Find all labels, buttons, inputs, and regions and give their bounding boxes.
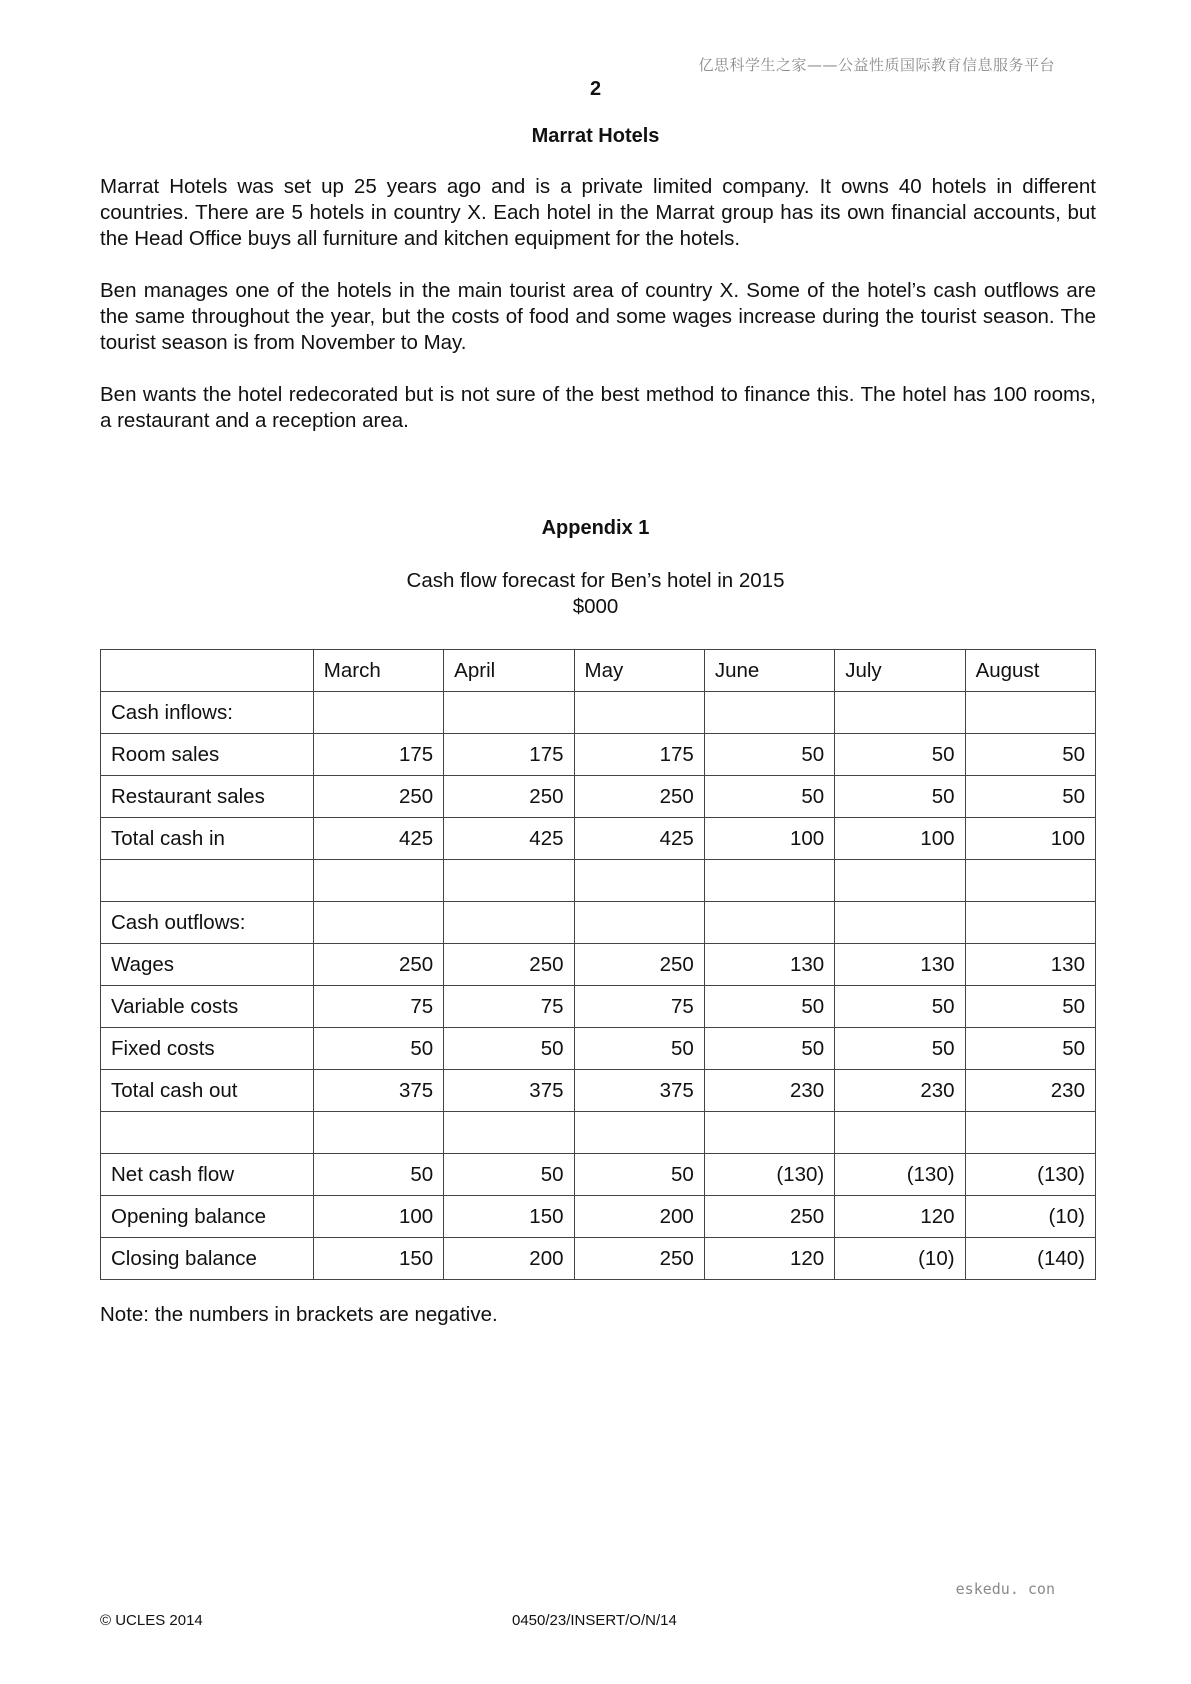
table-caption <box>0 568 1191 620</box>
appendix-title: Appendix 1 <box>541 517 650 539</box>
row-label: Fixed costs <box>101 1028 314 1070</box>
value-cell: 250 <box>574 1238 704 1280</box>
value-cell: 50 <box>704 776 834 818</box>
value-cell: 50 <box>835 1028 965 1070</box>
row-label: Restaurant sales <box>101 776 314 818</box>
value-cell: (130) <box>704 1154 834 1196</box>
table-note: Note: the numbers in brackets are negative. <box>100 1303 498 1326</box>
value-cell: 230 <box>965 1070 1095 1112</box>
value-cell: 75 <box>313 986 443 1028</box>
value-cell: 425 <box>313 818 443 860</box>
table-row <box>101 692 1096 734</box>
table-row <box>101 902 1096 944</box>
value-cell: 425 <box>574 818 704 860</box>
cash-flow-table <box>100 649 1096 1280</box>
footer-code: 0450/23/INSERT/O/N/14 <box>512 1612 677 1629</box>
caption-unit: $000 <box>572 595 619 618</box>
value-cell <box>835 860 965 902</box>
value-cell: 50 <box>835 776 965 818</box>
value-cell <box>313 860 443 902</box>
row-label: Variable costs <box>101 986 314 1028</box>
value-cell: 250 <box>444 944 574 986</box>
value-cell <box>965 692 1095 734</box>
table-row <box>101 1238 1096 1280</box>
value-cell <box>444 1112 574 1154</box>
row-label <box>101 1112 314 1154</box>
value-cell <box>574 860 704 902</box>
row-label: Room sales <box>101 734 314 776</box>
paragraph: Ben wants the hotel redecorated but is not sure of the best method to finance this. The hotel has 100 rooms, a restaurant and a reception area. <box>100 383 1096 432</box>
row-label: Net cash flow <box>101 1154 314 1196</box>
header-cell-month: May <box>574 650 704 692</box>
value-cell: 100 <box>965 818 1095 860</box>
row-label: Total cash out <box>101 1070 314 1112</box>
value-cell: 130 <box>965 944 1095 986</box>
value-cell: 50 <box>835 734 965 776</box>
value-cell: 375 <box>444 1070 574 1112</box>
value-cell: 120 <box>704 1238 834 1280</box>
page-title: Marrat Hotels <box>531 125 660 147</box>
row-label: Opening balance <box>101 1196 314 1238</box>
value-cell: 200 <box>444 1238 574 1280</box>
value-cell: 50 <box>313 1154 443 1196</box>
value-cell: 425 <box>444 818 574 860</box>
row-label: Cash inflows: <box>101 692 314 734</box>
value-cell <box>444 902 574 944</box>
value-cell: 250 <box>313 776 443 818</box>
case-study-text <box>100 174 1096 460</box>
value-cell <box>704 902 834 944</box>
value-cell: 50 <box>574 1154 704 1196</box>
row-label: Total cash in <box>101 818 314 860</box>
table-row <box>101 1196 1096 1238</box>
value-cell <box>313 1112 443 1154</box>
value-cell <box>965 860 1095 902</box>
table-row <box>101 818 1096 860</box>
value-cell <box>444 860 574 902</box>
table-row <box>101 1112 1096 1154</box>
value-cell: 250 <box>444 776 574 818</box>
value-cell: 175 <box>574 734 704 776</box>
value-cell <box>965 902 1095 944</box>
value-cell <box>704 860 834 902</box>
header-cell-blank <box>101 650 314 692</box>
table-row <box>101 986 1096 1028</box>
value-cell <box>965 1112 1095 1154</box>
paragraph: Marrat Hotels was set up 25 years ago and is a private limited company. It owns 40 hotels in different countries. There are 5 hotels in country X. Each hotel in the Marrat group has its own financial accounts, but the Head Office buys all furniture and kitchen equipment for the hotels. <box>100 175 1096 250</box>
value-cell <box>574 902 704 944</box>
value-cell: (130) <box>965 1154 1095 1196</box>
value-cell <box>835 1112 965 1154</box>
value-cell: (10) <box>965 1196 1095 1238</box>
footer-copyright: © UCLES 2014 <box>100 1612 203 1629</box>
value-cell: 75 <box>444 986 574 1028</box>
value-cell: 50 <box>574 1028 704 1070</box>
value-cell <box>313 692 443 734</box>
row-label <box>101 860 314 902</box>
value-cell: 50 <box>444 1154 574 1196</box>
row-label: Closing balance <box>101 1238 314 1280</box>
header-cell-month: July <box>835 650 965 692</box>
value-cell: 175 <box>444 734 574 776</box>
value-cell: 200 <box>574 1196 704 1238</box>
value-cell: 50 <box>965 986 1095 1028</box>
table-row <box>101 776 1096 818</box>
value-cell: 250 <box>704 1196 834 1238</box>
value-cell: (130) <box>835 1154 965 1196</box>
value-cell: 50 <box>965 1028 1095 1070</box>
value-cell <box>574 1112 704 1154</box>
header-cell-month: March <box>313 650 443 692</box>
value-cell: 250 <box>574 944 704 986</box>
table-row <box>101 1154 1096 1196</box>
page-number: 2 <box>589 78 602 100</box>
value-cell: 50 <box>704 734 834 776</box>
value-cell: 175 <box>313 734 443 776</box>
value-cell: 100 <box>835 818 965 860</box>
value-cell: 50 <box>965 734 1095 776</box>
paragraph: Ben manages one of the hotels in the main tourist area of country X. Some of the hotel’s cash outflows are the same throughout the year, but the costs of food and some wages increase during the tourist season. The tourist season is from November to May. <box>100 279 1096 354</box>
value-cell <box>835 692 965 734</box>
value-cell <box>444 692 574 734</box>
table-row <box>101 734 1096 776</box>
value-cell: 230 <box>704 1070 834 1112</box>
value-cell <box>835 902 965 944</box>
table-body <box>101 692 1096 1280</box>
value-cell: 50 <box>835 986 965 1028</box>
value-cell: 230 <box>835 1070 965 1112</box>
value-cell: 120 <box>835 1196 965 1238</box>
value-cell: 50 <box>704 1028 834 1070</box>
table-row <box>101 1028 1096 1070</box>
value-cell: 130 <box>835 944 965 986</box>
value-cell: 150 <box>313 1238 443 1280</box>
value-cell: 75 <box>574 986 704 1028</box>
value-cell <box>574 692 704 734</box>
value-cell: 50 <box>444 1028 574 1070</box>
value-cell: 50 <box>313 1028 443 1070</box>
value-cell: 375 <box>574 1070 704 1112</box>
watermark-bottom: eskedu. con <box>955 1580 1055 1598</box>
value-cell: (140) <box>965 1238 1095 1280</box>
table-row <box>101 1070 1096 1112</box>
value-cell: 375 <box>313 1070 443 1112</box>
value-cell: 250 <box>313 944 443 986</box>
value-cell: 50 <box>704 986 834 1028</box>
caption-line: Cash flow forecast for Ben’s hotel in 2015 <box>406 569 785 592</box>
header-cell-month: June <box>704 650 834 692</box>
value-cell <box>704 692 834 734</box>
value-cell: 50 <box>965 776 1095 818</box>
value-cell: 130 <box>704 944 834 986</box>
header-cell-month: August <box>965 650 1095 692</box>
watermark-top: 亿思科学生之家——公益性质国际教育信息服务平台 <box>698 56 1055 74</box>
value-cell: 150 <box>444 1196 574 1238</box>
value-cell <box>313 902 443 944</box>
value-cell: (10) <box>835 1238 965 1280</box>
row-label: Cash outflows: <box>101 902 314 944</box>
value-cell: 100 <box>313 1196 443 1238</box>
table-row <box>101 860 1096 902</box>
table-header-row <box>101 650 1096 692</box>
value-cell: 100 <box>704 818 834 860</box>
row-label: Wages <box>101 944 314 986</box>
table-row <box>101 944 1096 986</box>
value-cell <box>704 1112 834 1154</box>
value-cell: 250 <box>574 776 704 818</box>
header-cell-month: April <box>444 650 574 692</box>
